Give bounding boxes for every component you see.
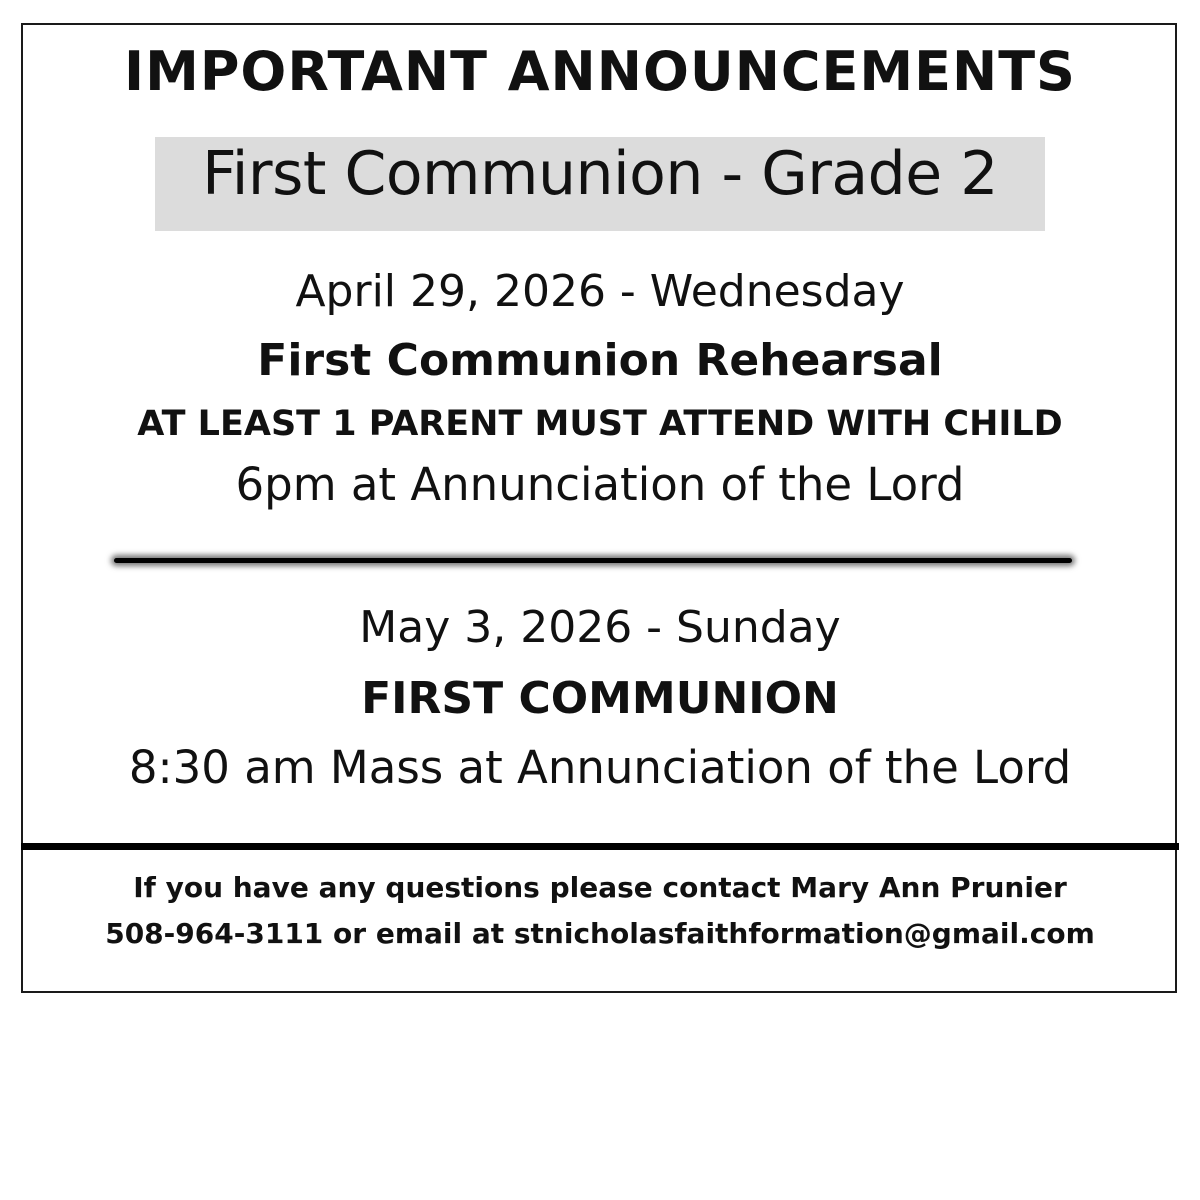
page-title: IMPORTANT ANNOUNCEMENTS [124,40,1076,103]
footer-rule [21,843,1179,850]
contact-line: If you have any questions please contact Mary Ann Prunier [133,871,1067,904]
banner-title: First Communion - Grade 2 [202,139,998,209]
event-1-date: April 29, 2026 - Wednesday [295,266,905,317]
event-1-note: AT LEAST 1 PARENT MUST ATTEND WITH CHILD [137,404,1063,444]
contact-details: 508-964-3111 or email at stnicholasfaithformation@gmail.com [105,917,1095,950]
event-2-date: May 3, 2026 - Sunday [359,602,841,653]
event-2-title: FIRST COMMUNION [361,673,839,724]
event-1-time-location: 6pm at Annunciation of the Lord [235,458,965,511]
section-divider [114,558,1072,563]
event-2-time-location: 8:30 am Mass at Annunciation of the Lord [128,741,1072,794]
event-1-title: First Communion Rehearsal [257,335,943,386]
